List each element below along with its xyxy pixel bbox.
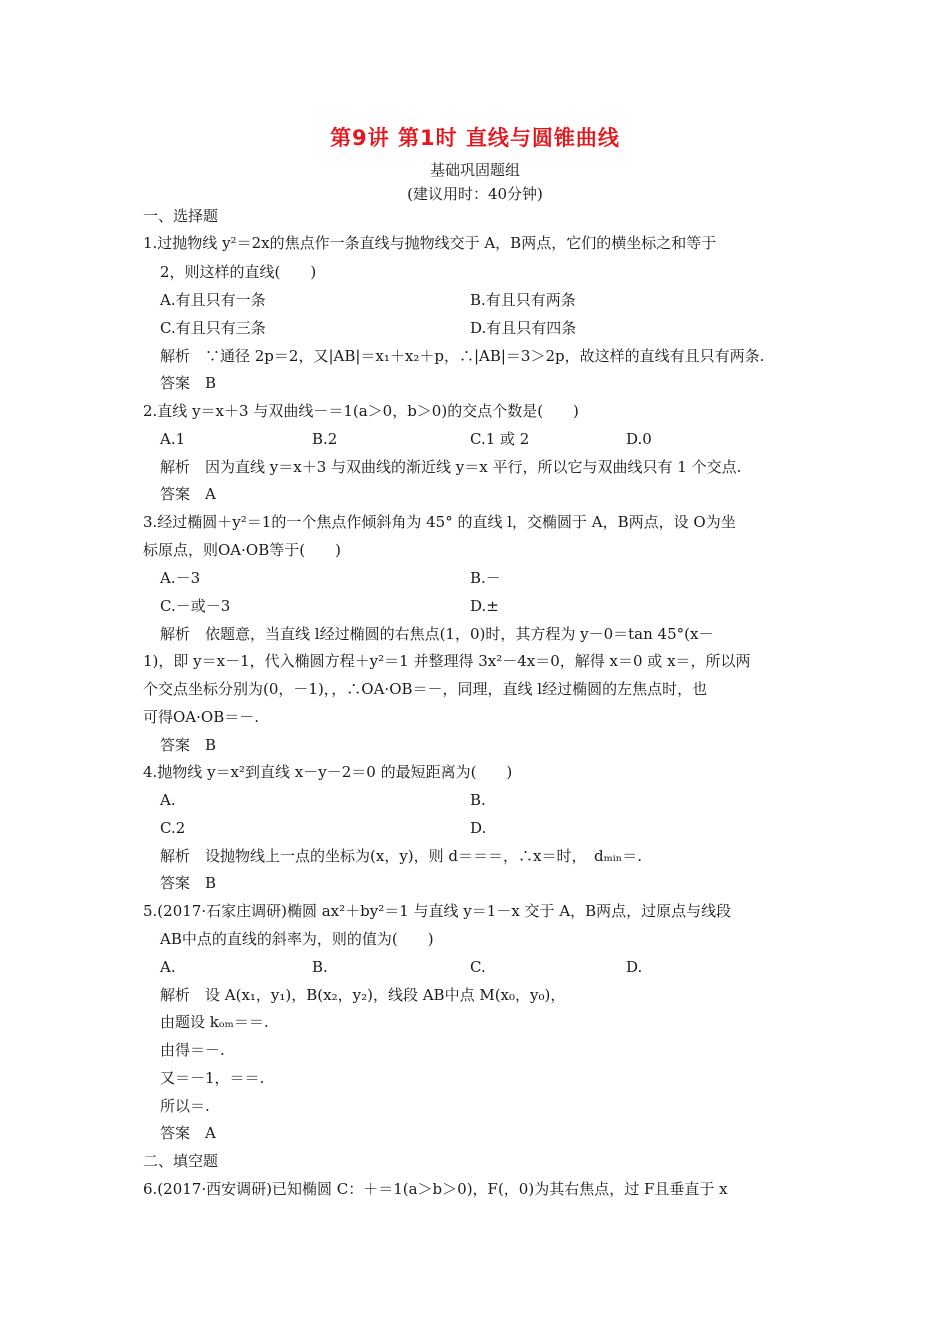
question-2-option-b: B.2 xyxy=(312,430,338,448)
question-1-answer: 答案 B xyxy=(160,374,217,392)
question-2-answer: 答案 A xyxy=(160,485,216,503)
question-5-option-b: B. xyxy=(312,958,328,976)
question-1-text-cont: 2，则这样的直线( ) xyxy=(160,263,317,281)
question-1-text: 1.过抛物线 y²＝2x的焦点作一条直线与抛物线交于 A，B两点，它们的横坐标之和等于 xyxy=(143,234,717,252)
question-2-text: 2.直线 y＝x＋3 与双曲线－＝1(a＞0，b＞0)的交点个数是( ) xyxy=(143,402,579,420)
question-5-text: 5.(2017·石家庄调研)椭圆 ax²＋by²＝1 与直线 y＝1－x 交于 A，B两点，过原点与线段 xyxy=(143,902,732,920)
question-1-option-b: B.有且只有两条 xyxy=(470,291,576,309)
question-3-option-c: C.－或－3 xyxy=(160,597,231,615)
question-5-analysis-line-4: 又＝－1，＝＝. xyxy=(160,1069,265,1087)
question-5-option-c: C. xyxy=(470,958,486,976)
question-5-answer: 答案 A xyxy=(160,1124,216,1142)
question-3-option-a: A.－3 xyxy=(160,569,201,587)
question-4-text: 4.抛物线 y＝x²到直线 x－y－2＝0 的最短距离为( ) xyxy=(143,763,513,781)
question-3-answer: 答案 B xyxy=(160,736,217,754)
time-note: (建议用时：40分钟) xyxy=(407,185,543,203)
question-6-text: 6.(2017·西安调研)已知椭圆 C：＋＝1(a＞b＞0)，F(，0)为其右焦点，过 F且垂直于 x xyxy=(143,1180,728,1198)
section-heading-choice: 一、选择题 xyxy=(143,207,219,225)
question-1-option-c: C.有且只有三条 xyxy=(160,319,266,337)
question-1-option-a: A.有且只有一条 xyxy=(160,291,266,309)
question-5-analysis-line-5: 所以＝. xyxy=(160,1097,210,1115)
question-4-option-a: A. xyxy=(160,791,176,809)
question-2-option-d: D.0 xyxy=(626,430,652,448)
question-5-analysis-line-1: 解析 设 A(x₁，y₁)，B(x₂，y₂)，线段 AB中点 M(x₀，y₀)， xyxy=(160,986,566,1004)
page-subtitle: 基础巩固题组 xyxy=(429,161,520,179)
question-4-analysis: 解析 设抛物线上一点的坐标为(x，y)，则 d＝＝＝，∴x＝时， dₘᵢₙ＝. xyxy=(160,847,643,865)
question-5-option-a: A. xyxy=(160,958,176,976)
question-4-option-b: B. xyxy=(470,791,486,809)
question-3-option-b: B.－ xyxy=(470,569,501,587)
question-2-option-c: C.1 或 2 xyxy=(470,430,530,448)
question-3-analysis-line-4: 可得OA·OB＝－. xyxy=(143,708,259,726)
question-3-analysis-line-1: 解析 依题意，当直线 l经过椭圆的右焦点(1，0)时，其方程为 y－0＝tan 45°(x－ xyxy=(160,625,714,643)
question-3-analysis-line-3: 个交点坐标分别为(0，－1)，，∴OA·OB＝－，同理，直线 l经过椭圆的左焦点时，也 xyxy=(143,680,708,698)
question-3-text-cont: 标原点，则OA·OB等于( ) xyxy=(143,541,341,559)
question-4-option-d: D. xyxy=(470,819,487,837)
question-3-option-d: D.± xyxy=(470,597,499,615)
question-1-option-d: D.有且只有四条 xyxy=(470,319,577,337)
question-3-analysis-line-2: 1)，即 y＝x－1，代入椭圆方程＋y²＝1 并整理得 3x²－4x＝0，解得 x＝0 或 x＝，所以两 xyxy=(143,652,751,670)
section-heading-fill: 二、填空题 xyxy=(143,1152,219,1170)
page-title: 第9讲 第1时 直线与圆锥曲线 xyxy=(330,126,620,150)
question-2-option-a: A.1 xyxy=(160,430,186,448)
question-4-option-c: C.2 xyxy=(160,819,186,837)
question-2-analysis: 解析 因为直线 y＝x＋3 与双曲线的渐近线 y＝x 平行，所以它与双曲线只有 1 个交点. xyxy=(160,458,742,476)
question-5-option-d: D. xyxy=(626,958,643,976)
question-4-answer: 答案 B xyxy=(160,874,217,892)
question-1-analysis: 解析 ∵通径 2p＝2，又|AB|＝x₁＋x₂＋p，∴|AB|＝3＞2p，故这样的直线有且只有两条. xyxy=(160,347,765,365)
question-3-text: 3.经过椭圆＋y²＝1的一个焦点作倾斜角为 45° 的直线 l，交椭圆于 A，B两点，设 O为坐 xyxy=(143,513,736,531)
question-5-analysis-line-2: 由题设 kₒₘ＝＝. xyxy=(160,1013,269,1031)
question-5-text-cont: AB中点的直线的斜率为，则的值为( ) xyxy=(160,930,434,948)
question-5-analysis-line-3: 由得＝－. xyxy=(160,1041,225,1059)
